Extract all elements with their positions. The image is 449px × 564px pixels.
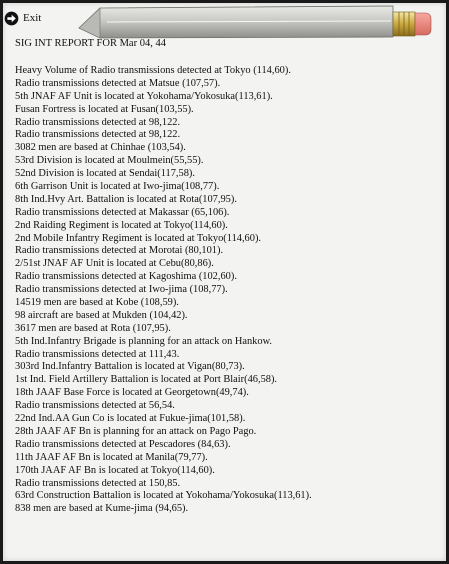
pencil-icon xyxy=(77,3,433,39)
report-line: 2/51st JNAF AF Unit is located at Cebu(80,86). xyxy=(15,258,214,270)
report-line: 6th Garrison Unit is located at Iwo-jima(108,77). xyxy=(15,181,220,193)
report-line: 18th JAAF Base Force is located at Georgetown(49,74). xyxy=(15,387,249,399)
report-line: Radio transmissions detected at 150,85. xyxy=(15,477,181,489)
report-line: Fusan Fortress is located at Fusan(103,55). xyxy=(15,103,194,115)
report-line: 52nd Division is located at Sendai(117,58). xyxy=(15,168,195,180)
report-line: Radio transmissions detected at Iwo-jima (108,77). xyxy=(15,284,228,296)
exit-button[interactable] xyxy=(4,10,41,26)
report-line: 8th Ind.Hvy Art. Battalion is located at Rota(107,95). xyxy=(15,193,237,205)
report-line: 63rd Construction Battalion is located at Yokohama/Yokosuka(113,61). xyxy=(15,490,312,502)
report-line: Radio transmissions detected at 111,43. xyxy=(15,348,180,360)
report-line: 53rd Division is located at Moulmein(55,55). xyxy=(15,155,204,167)
report-line: Radio transmissions detected at Morotai (80,101). xyxy=(15,245,224,257)
report-line: 838 men are based at Kume-jima (94,65). xyxy=(15,503,189,515)
report-line: 3082 men are based at Chinhae (103,54). xyxy=(15,142,186,154)
report-line: Radio transmissions detected at Pescadores (84,63). xyxy=(15,438,231,450)
report-line: Radio transmissions detected at 98,122. xyxy=(15,116,181,128)
report-line: Radio transmissions detected at Matsue (107,57). xyxy=(15,77,221,89)
report-line: 5th Ind.Infantry Brigade is planning for an attack on Hankow. xyxy=(15,335,273,347)
report-line: 2nd Raiding Regiment is located at Tokyo(114,60). xyxy=(15,219,228,231)
report-list xyxy=(15,65,445,516)
report-line: 14519 men are based at Kobe (108,59). xyxy=(15,297,179,309)
report-line: Radio transmissions detected at Makassar (65,106). xyxy=(15,206,230,218)
report-line: Radio transmissions detected at 56,54. xyxy=(15,400,175,412)
report-line: 98 aircraft are based at Mukden (104,42). xyxy=(15,309,188,321)
report-line: 2nd Mobile Infantry Regiment is located at Tokyo(114,60). xyxy=(15,232,262,244)
report-line: 1st Ind. Field Artillery Battalion is located at Port Blair(46,58). xyxy=(15,374,278,386)
report-line: 22nd Ind.AA Gun Co is located at Fukue-jima(101,58). xyxy=(15,413,246,425)
report-line: 170th JAAF AF Bn is located at Tokyo(114,60). xyxy=(15,464,215,476)
report-title: SIG INT REPORT FOR Mar 04, 44 xyxy=(15,38,166,49)
exit-label: Exit xyxy=(23,12,42,24)
report-line: Radio transmissions detected at 98,122. xyxy=(15,129,181,141)
report-line: 3617 men are based at Rota (107,95). xyxy=(15,322,171,334)
arrow-right-circle-icon xyxy=(4,11,19,26)
report-line: 303rd Ind.Infantry Battalion is located at Vigan(80,73). xyxy=(15,361,245,373)
report-line: 11th JAAF AF Bn is located at Manila(79,77). xyxy=(15,451,208,463)
report-line: Heavy Volume of Radio transmissions detected at Tokyo (114,60). xyxy=(15,65,291,76)
report-line: Radio transmissions detected at Kagoshima (102,60). xyxy=(15,271,237,283)
report-line: 28th JAAF AF Bn is planning for an attack on Pago Pago. xyxy=(15,425,257,437)
report-line: 5th JNAF AF Unit is located at Yokohama/Yokosuka(113,61). xyxy=(15,90,273,102)
